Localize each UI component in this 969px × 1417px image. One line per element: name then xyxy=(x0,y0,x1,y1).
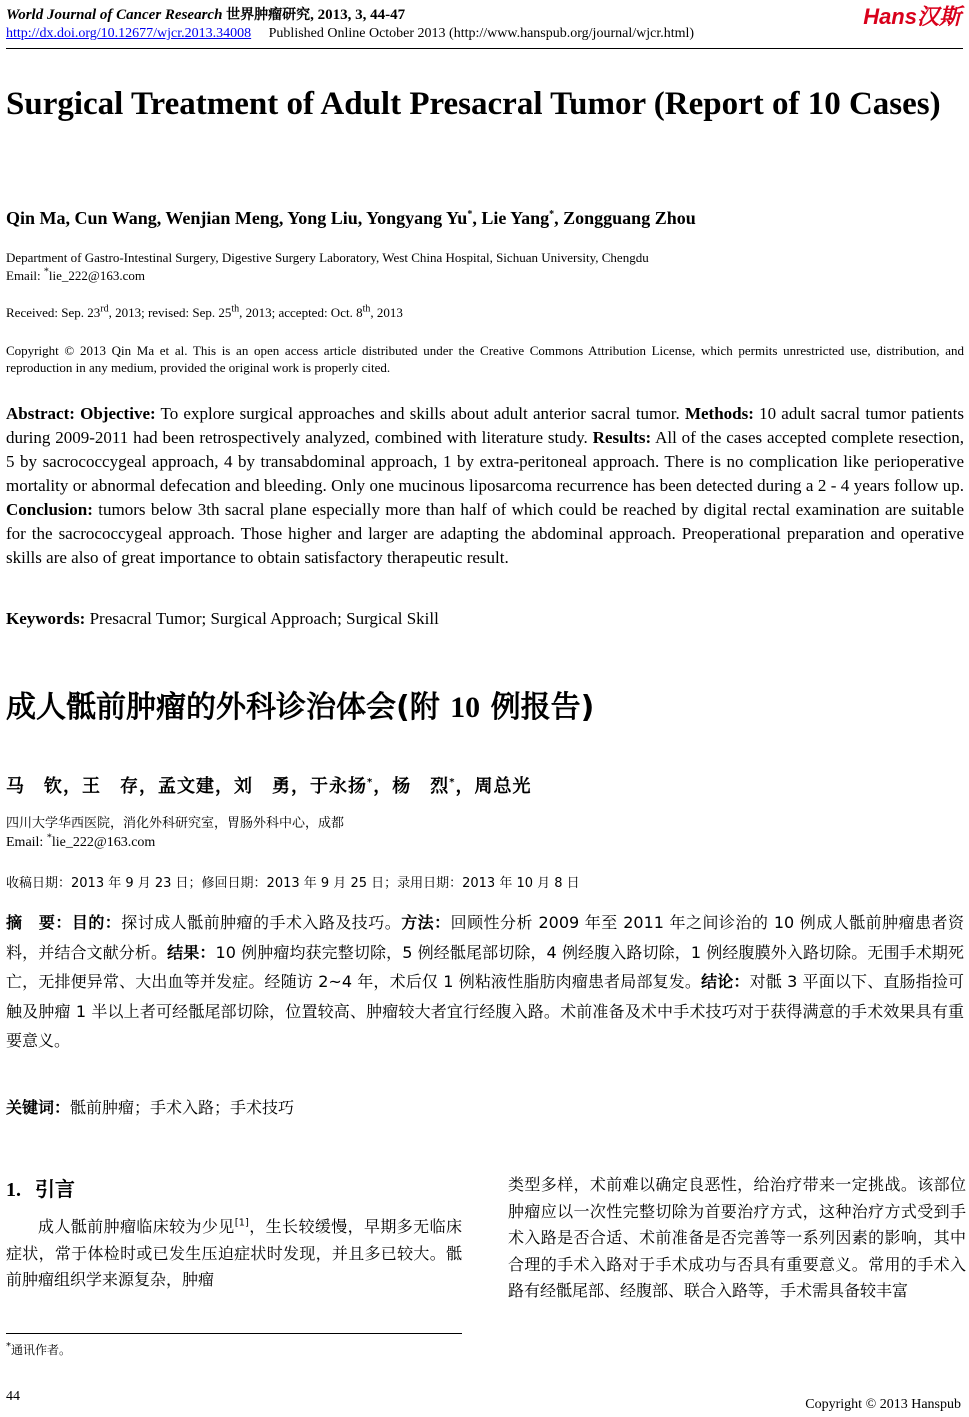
keywords-label: Keywords: xyxy=(6,609,86,628)
received-dates-en: Received: Sep. 23rd, 2013; revised: Sep. 25th, 2013; accepted: Oct. 8th, 2013 xyxy=(6,303,403,320)
citation-ref: [1] xyxy=(234,1217,249,1229)
affiliation-en: Department of Gastro-Intestinal Surgery, Digestive Surgery Laboratory, West China Hospital, Sichuan University, Chengdu xyxy=(6,250,649,265)
email-address: lie_222@163.com xyxy=(48,268,146,283)
volume-info: , 2013, 3, 44-47 xyxy=(310,7,406,23)
page-number: 44 xyxy=(6,1389,20,1404)
copyright-notice-en: Copyright © 2013 Qin Ma et al. This is an open access article distributed under the Creative Commons Attribution License, which permits unrestricted use, distribution, and reproduction in any medium, provided the original work is properly cited. xyxy=(6,343,964,375)
affiliation-cn xyxy=(6,814,344,852)
hans-logo: Hans汉斯 xyxy=(863,4,961,29)
corresponding-mark: * xyxy=(467,209,473,220)
objective-label: Objective: xyxy=(80,404,156,423)
corresponding-mark: * xyxy=(367,777,374,788)
affiliation-cn-text: 四川大学华西医院，消化外科研究室，胃肠外科中心，成都 xyxy=(6,816,345,831)
corresponding-mark: * xyxy=(449,777,456,788)
email-en xyxy=(6,267,964,284)
abstract-cn-label: 摘 要： xyxy=(6,913,72,932)
methods-label: Methods: xyxy=(684,404,754,423)
published-online: Published Online October 2013 (http://www.hanspub.org/journal/wjcr.html) xyxy=(268,26,695,41)
received-dates-cn: 收稿日期：2013 年 9 月 23 日；修回日期：2013 年 9 月 25 日；录用日期：2013 年 10 月 8 日 xyxy=(6,876,580,891)
footnote: *通讯作者。 xyxy=(6,1341,72,1357)
abstract-cn: 摘 要：目的：探讨成人骶前肿瘤的手术入路及技巧。方法：回顾性分析 2009 年至 2011 年之间诊治的 10 例成人骶前肿瘤患者资料，并结合文献分析。结果：10 例肿瘤均获完整切除，5 例经骶尾部切除，4 例经腹入路切除，1 例经腹膜外入路切除。无围手术期死亡，无排便异常、大出血等并发症。经随访 2~4 年，术后仅 1 例粘液性脂肪肉瘤患者局部复发。结论：对骶 3 平面以下、直肠指捡可触及肿瘤 1 半以上者可经骶尾部切除，位置较高、肿瘤较大者宜行经腹入路。术前准备及术中手术技巧对于获得满意的手术效果具有重要意义。 xyxy=(6,913,964,1050)
keywords-cn-text: 骶前肿瘤；手术入路；手术技巧 xyxy=(70,1098,295,1117)
keywords-cn xyxy=(6,1095,294,1118)
keywords-text: Presacral Tumor; Surgical Approach; Surgical Skill xyxy=(85,609,439,628)
email-cn: Email: *lie_222@163.com xyxy=(6,832,156,850)
footer-copyright: Copyright © 2013 Hanspub xyxy=(805,1397,961,1412)
body-text-left-column: 成人骶前肿瘤临床较为少见[1]，生长较缓慢，早期多无临床症状，常于体检时或已发生压迫症状时发现，并且多已较大。骶前肿瘤组织学来源复杂，肿瘤 xyxy=(6,1217,462,1289)
keywords-en xyxy=(6,609,439,629)
author-names-2: , Lie Yang xyxy=(472,208,550,228)
paper-title-cn: 成人骶前肿瘤的外科诊治体会(附 10 例报告) xyxy=(6,690,595,725)
journal-header xyxy=(6,4,405,24)
conclusion-label: Conclusion: xyxy=(6,500,93,519)
abstract-en: Abstract: Objective: To explore surgical approaches and skills about adult anterior sacral tumor. Methods: 10 adult sacral tumor patients during 2009-2011 had been retrospectively analyzed, combined with literature study. Results: All of the cases accepted complete resection, 5 by sacrococcygeal approach, 4 by transabdominal approach, 1 by extra-peritoneal approach. There is no complication like perioperative mortality or abnormal defecation and bleeding. Only one mucinous liposarcoma recurrence has been detected during a 2 - 4 years follow up. Conclusion: tumors below 3th sacral plane especially more than half of which could be reached by digital rectal examination are suitable for the sacrococcygeal approach. Those higher and larger are adapting the abdominal approach. Preoperational preparation and operative skills are also of great importance to obtain satisfactory therapeutic result. xyxy=(6,404,964,567)
author-names-3: , Zongguang Zhou xyxy=(554,208,696,228)
corresponding-mark: * xyxy=(549,209,555,220)
author-names-1: Qin Ma, Cun Wang, Wenjian Meng, Yong Liu, Yongyang Yu xyxy=(6,208,468,228)
paper-title-en: Surgical Treatment of Adult Presacral Tumor (Report of 10 Cases) xyxy=(6,86,941,122)
doi-link[interactable]: http://dx.doi.org/10.12677/wjcr.2013.34008 xyxy=(6,26,252,41)
header-publication-line xyxy=(6,26,694,42)
corresponding-mark: * xyxy=(43,266,49,278)
results-label: Results: xyxy=(592,428,652,447)
header-divider xyxy=(6,48,963,49)
footnote-divider xyxy=(6,1333,462,1334)
journal-name: World Journal of Cancer Research xyxy=(6,7,223,23)
section-heading-introduction: 1. 引言 xyxy=(6,1177,75,1201)
journal-name-cn: 世界肿瘤研究 xyxy=(226,7,311,23)
abstract-label: Abstract: xyxy=(6,404,75,423)
authors-en xyxy=(6,208,696,229)
authors-cn: 马 钦，王 存，孟文建，刘 勇，于永扬*，杨 烈*，周总光 xyxy=(6,776,532,797)
email-label: Email: xyxy=(6,268,44,283)
keywords-cn-label: 关键词： xyxy=(6,1098,71,1117)
body-text-right-column: 类型多样，术前难以确定良恶性，给治疗带来一定挑战。该部位肿瘤应以一次性完整切除为首要治疗方式，这种治疗方式受到手术入路是否合适、术前准备是否完善等一系列因素的影响，其中合理的手术入路对于手术成功与否具有重要意义。常用的手术入路有经骶尾部、经腹部、联合入路等，手术需具备较丰富 xyxy=(508,1175,966,1300)
